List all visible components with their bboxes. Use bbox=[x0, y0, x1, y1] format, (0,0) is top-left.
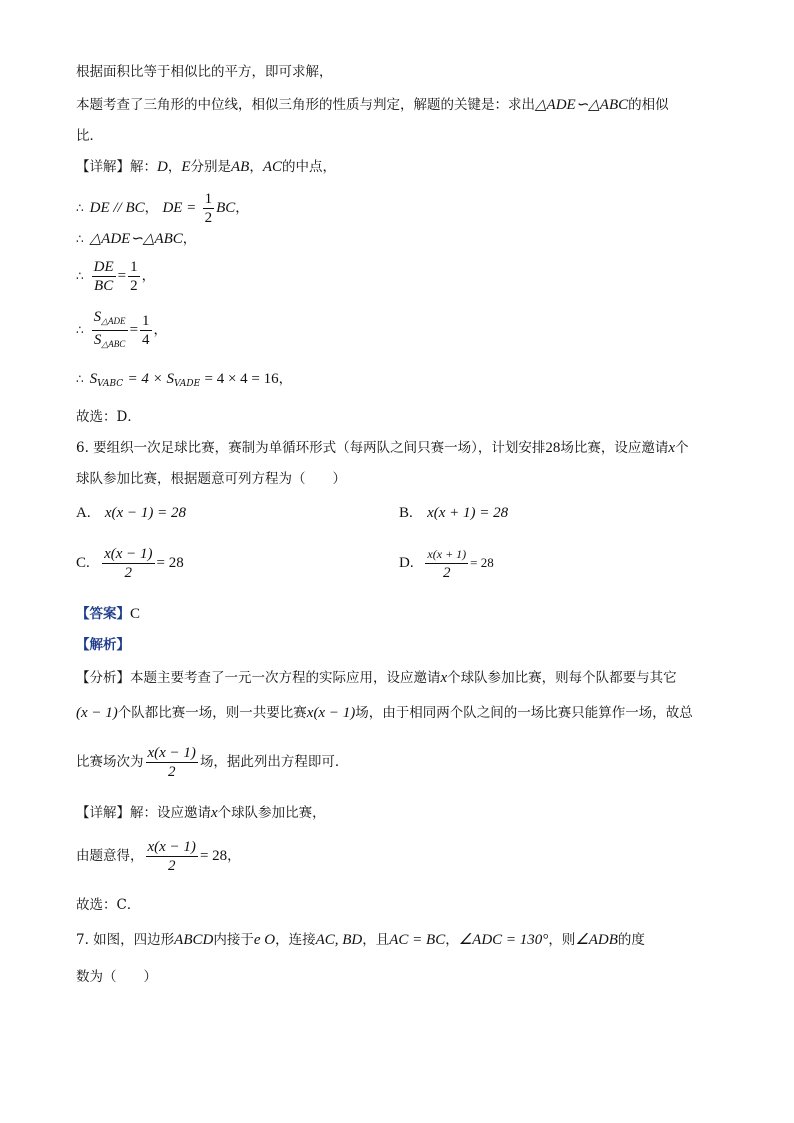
paragraph-text: 解：设应邀请 bbox=[130, 805, 211, 821]
math-expression: x(x − 1) = 28 bbox=[104, 505, 186, 521]
punct: ， bbox=[144, 200, 159, 216]
punct: ， bbox=[141, 268, 156, 284]
therefore-symbol: ∴ bbox=[76, 269, 84, 283]
fraction bbox=[425, 545, 468, 582]
denominator: 2 bbox=[102, 563, 154, 582]
math-expression: DE // BC bbox=[89, 200, 145, 216]
punct: ， bbox=[445, 932, 459, 948]
subscript: VABC bbox=[97, 379, 124, 389]
math-expression: (x − 1) bbox=[76, 705, 118, 721]
paragraph-text: 分别是 bbox=[190, 159, 232, 175]
math-var: x bbox=[668, 440, 676, 456]
section-tag: 【分析】 bbox=[76, 670, 130, 686]
question-text: 个 bbox=[675, 440, 689, 456]
numerator: x(x − 1) bbox=[147, 745, 196, 761]
question-text: 7. 如图，四边形 bbox=[76, 932, 175, 948]
option-label: A. bbox=[76, 505, 91, 521]
punct: ， bbox=[278, 371, 293, 387]
numerator: 1 bbox=[130, 259, 138, 275]
math-expression: = 4 × S bbox=[127, 371, 174, 387]
answer-value: C bbox=[130, 606, 141, 622]
denominator: 2 bbox=[146, 856, 198, 875]
answer-tag: 【答案】 bbox=[76, 606, 130, 622]
fraction bbox=[92, 258, 116, 295]
numerator: x(x − 1) bbox=[147, 839, 196, 855]
text-line-1 bbox=[76, 62, 333, 82]
paragraph-text: 场，据此列出方程即可． bbox=[199, 754, 349, 770]
detail-line bbox=[76, 157, 336, 177]
math-expression: ∠ADC = 130° bbox=[458, 932, 549, 948]
punct: ， bbox=[153, 322, 168, 338]
fraction bbox=[146, 838, 198, 875]
paragraph-text: 的中点， bbox=[282, 159, 337, 175]
xiangjie-line-2 bbox=[76, 838, 241, 875]
math-var: D bbox=[157, 159, 168, 175]
math-expression: DE = bbox=[162, 200, 197, 216]
numerator: 1 bbox=[142, 313, 150, 329]
paragraph-text: 故选：D． bbox=[76, 409, 141, 425]
denominator: BC bbox=[92, 276, 116, 295]
math-expression: △ADE∽△ABC bbox=[89, 231, 183, 247]
denominator: 4 bbox=[142, 332, 150, 348]
option-b[interactable] bbox=[399, 505, 508, 522]
fenxi-line-2 bbox=[76, 703, 693, 723]
paragraph-text: 本题主要考查了一元一次方程的实际应用，设应邀请 bbox=[130, 670, 441, 686]
math-expression: BC bbox=[216, 200, 236, 216]
math-var: E bbox=[181, 159, 191, 175]
fraction bbox=[203, 190, 215, 227]
paragraph-text: 个队都比赛一场，则一共要比赛 bbox=[117, 705, 307, 721]
therefore-symbol: ∴ bbox=[76, 201, 84, 215]
option-c[interactable] bbox=[76, 545, 184, 582]
option-label: C. bbox=[76, 555, 90, 571]
math-expression: = 4 × 4 = 16 bbox=[204, 371, 279, 387]
fraction bbox=[128, 258, 140, 295]
punct: ， bbox=[227, 848, 241, 864]
denominator: 2 bbox=[130, 278, 138, 294]
numerator: DE bbox=[93, 259, 114, 275]
question-text: 数为（ ） bbox=[76, 969, 157, 985]
paragraph-text: 由题意得， bbox=[76, 848, 144, 864]
q7-stem-line-2 bbox=[76, 967, 157, 987]
xiangjie-line-1 bbox=[76, 803, 326, 823]
therefore-symbol: ∴ bbox=[76, 323, 84, 337]
analysis-line bbox=[76, 635, 130, 655]
math-expression: AC, BD bbox=[315, 932, 363, 948]
fraction bbox=[146, 744, 198, 781]
equation-line-3: ∴ $\frac{DE}{BC}$ = $\frac{1}{2}$ ， bbox=[76, 259, 156, 294]
paragraph-text: 个球队参加比赛，则每个队都要与其它 bbox=[447, 670, 677, 686]
punct: ， bbox=[167, 159, 182, 175]
numerator bbox=[92, 308, 128, 330]
numerator: x(x − 1) bbox=[104, 546, 153, 562]
paragraph-text: 根据面积比等于相似比的平方，即可求解， bbox=[76, 64, 333, 80]
math-expression: = 28 bbox=[199, 848, 228, 864]
math-expression: x(x − 1) bbox=[306, 705, 356, 721]
math-expression: ∠ADB bbox=[575, 932, 618, 948]
math-expression: = 28 bbox=[156, 555, 184, 571]
question-text: ，连接 bbox=[275, 932, 316, 948]
math-var: AB bbox=[231, 159, 250, 175]
section-tag: 【详解】 bbox=[76, 159, 130, 175]
question-text: 场比赛，设应邀请 bbox=[560, 440, 669, 456]
punct: ， bbox=[249, 159, 263, 175]
fenxi-line-1 bbox=[76, 668, 677, 688]
question-text: 6. 要组织一次足球比赛，赛制为单循环形式（每两队之间只赛一场），计划安排 bbox=[76, 440, 546, 456]
equation-line-5 bbox=[76, 369, 292, 394]
paragraph-text: 本题考查了三角形的中位线，相似三角形的性质与判定，解题的关键是：求出 bbox=[76, 97, 535, 113]
option-label: B. bbox=[399, 505, 413, 521]
area-symbol: S bbox=[93, 309, 102, 325]
math-expression: e O bbox=[253, 932, 276, 948]
question-text: ，则 bbox=[548, 932, 576, 948]
math-expression: x(x + 1) = 28 bbox=[427, 505, 509, 521]
question-text: 球队参加比赛，根据题意可列方程为（ ） bbox=[76, 471, 346, 487]
math-expression: ABCD bbox=[174, 932, 214, 948]
subscript: △ADE bbox=[101, 316, 126, 326]
math-var: x bbox=[211, 805, 218, 821]
math-var: AC bbox=[262, 159, 283, 175]
equation-line-4: ∴ $\frac{S_{\triangle ADE}}{S_{\triangle ABC}}$ = $\frac{1}{4}$ ， bbox=[76, 308, 167, 353]
math-expression: AC = BC bbox=[389, 932, 446, 948]
denominator: 2 bbox=[146, 762, 198, 781]
option-label: D. bbox=[399, 555, 414, 571]
paragraph-text: 故选：C． bbox=[76, 897, 141, 913]
therefore-symbol: ∴ bbox=[76, 372, 84, 386]
section-tag: 【详解】 bbox=[76, 805, 130, 821]
denominator bbox=[92, 330, 128, 353]
paragraph-text: 比． bbox=[76, 128, 103, 144]
paragraph-text: 的相似 bbox=[628, 97, 669, 113]
number: 28 bbox=[545, 440, 561, 456]
option-a[interactable] bbox=[76, 505, 186, 522]
q6-stem-line-1 bbox=[76, 438, 689, 458]
subscript: VADE bbox=[174, 379, 201, 389]
numerator: 1 bbox=[204, 191, 213, 207]
area-symbol: S bbox=[93, 332, 102, 348]
text-line-3 bbox=[76, 126, 103, 146]
q7-stem-line-1 bbox=[76, 930, 645, 950]
fraction bbox=[102, 545, 154, 582]
punct: ， bbox=[235, 200, 249, 216]
fenxi-line-3 bbox=[76, 744, 348, 781]
choose-line-2 bbox=[76, 895, 140, 915]
math-expression: △ADE∽△ABC bbox=[535, 97, 629, 113]
punct: ， bbox=[182, 231, 197, 247]
fraction bbox=[140, 312, 152, 349]
q6-stem-line-2 bbox=[76, 469, 346, 489]
question-text: 的度 bbox=[617, 932, 645, 948]
question-text: ，且 bbox=[362, 932, 390, 948]
analysis-tag: 【解析】 bbox=[76, 637, 130, 653]
paragraph-text: 解： bbox=[130, 159, 157, 175]
therefore-symbol: ∴ bbox=[76, 232, 84, 246]
text-line-2 bbox=[76, 95, 669, 115]
subscript: △ABC bbox=[101, 339, 126, 349]
math-expression: = 28 bbox=[470, 555, 494, 570]
math-var: x bbox=[440, 670, 448, 686]
math-expression: S bbox=[89, 371, 98, 387]
denominator: 2 bbox=[204, 210, 213, 226]
option-d[interactable] bbox=[399, 545, 494, 582]
numerator: x(x + 1) bbox=[427, 547, 467, 561]
paragraph-text: 比赛场次为 bbox=[76, 754, 144, 770]
answer-line bbox=[76, 604, 140, 624]
equation-line-2 bbox=[76, 229, 196, 249]
paragraph-text: 个球队参加比赛， bbox=[217, 805, 326, 821]
question-text: 内接于 bbox=[213, 932, 254, 948]
paragraph-text: 场，由于相同两个队之间的一场比赛只能算作一场，故总 bbox=[355, 705, 693, 721]
denominator: 2 bbox=[425, 563, 468, 582]
fraction bbox=[92, 308, 128, 353]
equation-line-1 bbox=[76, 190, 249, 227]
choose-line-1 bbox=[76, 407, 141, 427]
